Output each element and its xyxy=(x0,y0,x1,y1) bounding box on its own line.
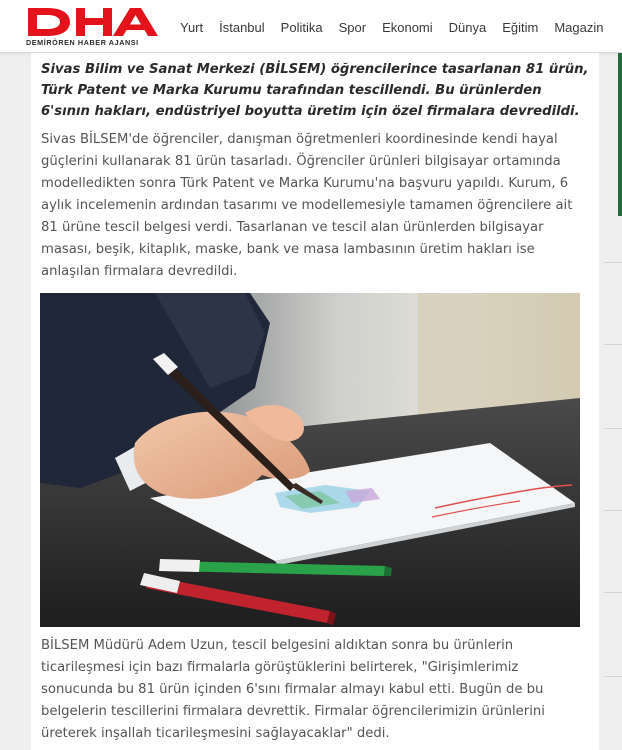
article-photo[interactable] xyxy=(40,293,580,627)
nav-item-istanbul[interactable]: İstanbul xyxy=(219,20,265,35)
nav-item-dunya[interactable]: Dünya xyxy=(448,20,487,35)
nav-item-yurt[interactable]: Yurt xyxy=(180,20,204,35)
nav-item-egitim[interactable]: Eğitim xyxy=(502,20,539,35)
dha-logo[interactable] xyxy=(26,6,160,48)
dha-logo-mark xyxy=(26,6,160,38)
article-lead: Sivas Bilim ve Sanat Merkezi (BİLSEM) öğrencilerince tasarlanan 81 ürün, Türk Patent ve Marka Kurumu tarafından tescillendi. Bu ürünlerden 6'sının hakları, endüstriyel boyutta üretim için özel firmalara devredildi. xyxy=(41,62,589,119)
article-paragraph: BİLSEM Müdürü Adem Uzun, tescil belgesini aldıktan sonra bu ürünlerin ticarileşmesi için bazı firmalarla görüştüklerini belirterek, "Girişimlerimiz sonucunda bu 81 ürün içinden 6'sını firmalar almayı kabul etti. Bugün de bu belgelerin tescillerini firmalara devrettik. Firmalar öğrencilerimizin ürünlerini üreterek inşallah ticarileşmesini sağlayacaklar" dedi. xyxy=(41,638,545,741)
nav-item-magazin[interactable]: Magazin xyxy=(554,20,604,35)
main-nav xyxy=(180,17,619,36)
site-header xyxy=(0,0,622,53)
article-paragraph: Sivas BİLSEM'de öğrenciler, danışman öğretmenleri koordinesinde kendi hayal güçlerini kullanarak 81 ürün tasarladı. Öğrenciler ürünleri bilgisayar ortamında modelledikten sonra Türk Patent ve Marka Kurumu'na başvuru yapıldı. Kurum, 6 aylık incelemenin ardından tasarımı ve modellemesiyle tamamen öğrencilere ait 81 ürüne tescil belgesi verdi. Tasarlanan ve tescil alan ürünlerden bilgisayar masası, beşik, kitaplık, maske, bank ve masa lambasının üretim hakları ise anlaşılan firmalara devredildi. xyxy=(41,132,573,279)
sidebar-accent-bar xyxy=(618,53,622,216)
logo-subtitle: DEMİRÖREN HABER AJANSI xyxy=(26,38,139,47)
nav-item-politika[interactable]: Politika xyxy=(280,20,323,35)
nav-item-spor[interactable]: Spor xyxy=(338,20,367,35)
nav-item-ekonomi[interactable]: Ekonomi xyxy=(382,20,433,35)
article-body xyxy=(31,53,599,750)
